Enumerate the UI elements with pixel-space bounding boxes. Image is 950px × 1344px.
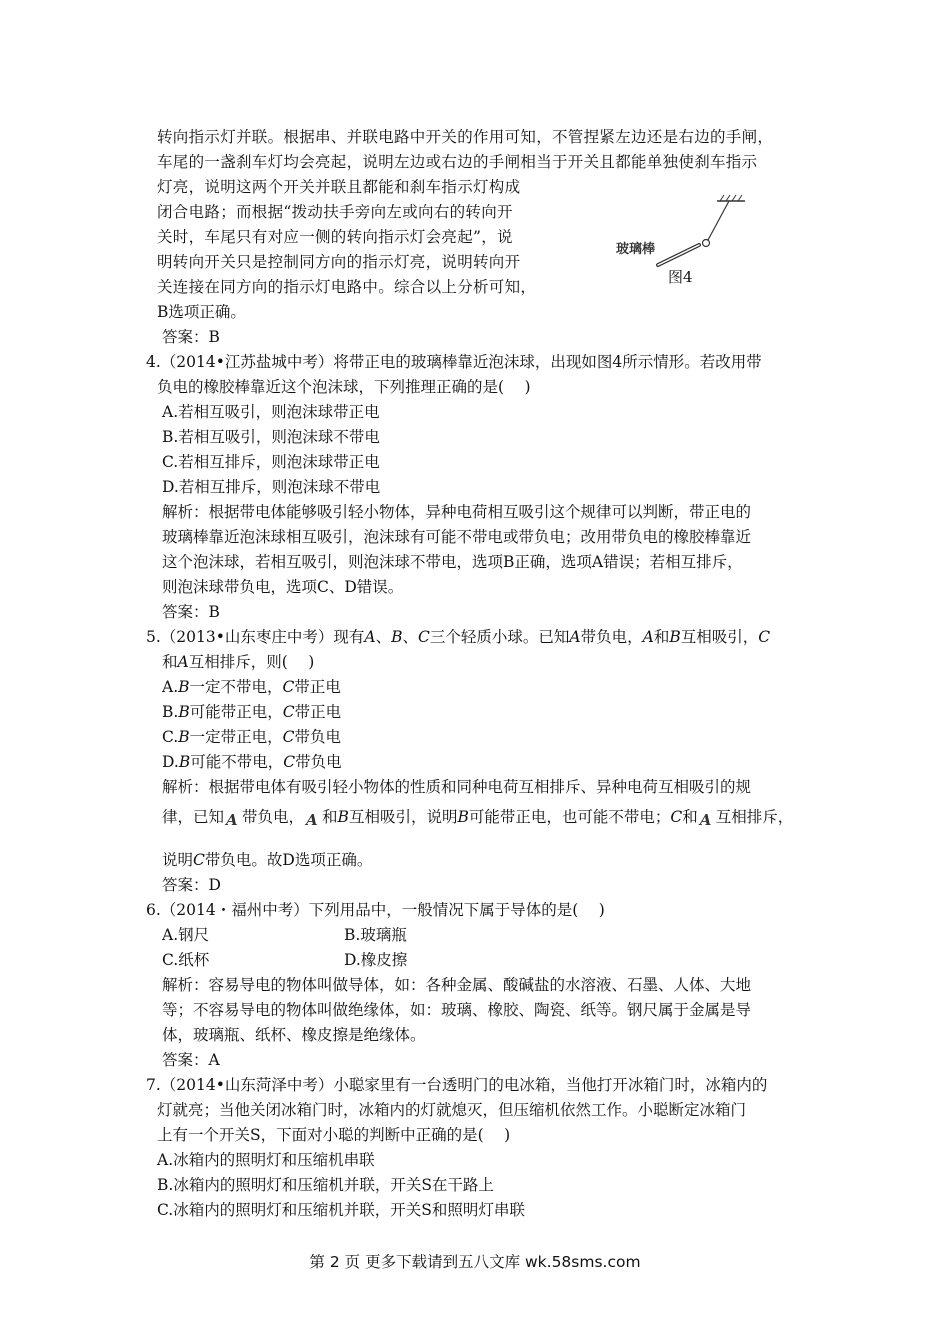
- analysis-line: 解析：根据带电体能够吸引轻小物体，异种电荷相互吸引这个规律可以判断，带正电的: [162, 503, 752, 521]
- option-b: B.冰箱内的照明灯和压缩机并联，开关S在干路上: [157, 1176, 494, 1194]
- question-7-stem: 7.（2014•山东菏泽中考）小聪家里有一台透明门的电冰箱，当他打开冰箱门时，冰箱内的: [146, 1076, 768, 1094]
- question-4-stem: 4.（2014•江苏盐城中考）将带正电的玻璃棒靠近泡沫球，出现如图4所示情形。若改用带: [146, 353, 762, 371]
- answer-line: 答案：B: [162, 328, 220, 346]
- option-d: D.B可能不带电，C带负电: [162, 753, 342, 771]
- text-line: 车尾的一盏刹车灯均会亮起，说明左边或右边的手闸相当于开关且都能单独使刹车指示: [157, 153, 758, 171]
- page-footer: 第 2 页 更多下载请到五八文库 wk.58sms.com: [309, 1253, 641, 1271]
- text-line: 灯亮，说明这两个开关并联且都能和刹车指示灯构成: [157, 178, 521, 196]
- answer-line: 答案：D: [162, 876, 221, 894]
- option-b: B.若相互吸引，则泡沫球不带电: [162, 428, 380, 446]
- figure-label: 玻璃棒: [616, 242, 656, 257]
- question-7-stem: 上有一个开关S，下面对小聪的判断中正确的是( ): [157, 1126, 511, 1144]
- analysis-line: 玻璃棒靠近泡沫球相互吸引，泡沫球有可能不带电或带负电；改用带负电的橡胶棒靠近: [162, 528, 752, 546]
- variable-a-glyph: A: [699, 811, 712, 829]
- text-line: 闭合电路；而根据“拨动扶手旁向左或向右的转向开: [157, 203, 513, 221]
- glass-rod-highlight: [658, 245, 699, 265]
- text-line: 关连接在同方向的指示灯电路中。综合以上分析可知，: [157, 278, 537, 296]
- analysis-line: 解析：容易导电的物体叫做导体，如：各种金属、酸碱盐的水溶液、石墨、人体、大地: [162, 976, 752, 994]
- question-5-stem: 和A互相排斥，则( ): [162, 653, 315, 671]
- analysis-line: 解析：根据带电体有吸引轻小物体的性质和同种电荷互相排斥、异种电荷互相吸引的规: [162, 778, 752, 796]
- analysis-line: 等；不容易导电的物体叫做绝缘体，如：玻璃、橡胶、陶瓷、纸等。钢尺属于金属是导: [162, 1001, 752, 1019]
- figure-caption: 图4: [668, 268, 693, 286]
- question-4-stem: 负电的橡胶棒靠近这个泡沫球，下列推理正确的是( ): [157, 378, 531, 396]
- analysis-line: 则泡沫球带负电，选项C、D错误。: [162, 578, 404, 596]
- answer-line: 答案：B: [162, 603, 220, 621]
- option-d: D.若相互排斥，则泡沫球不带电: [162, 478, 381, 496]
- option-a: A.冰箱内的照明灯和压缩机串联: [157, 1151, 375, 1169]
- option-c: C.冰箱内的照明灯和压缩机并联，开关S和照明灯串联: [157, 1201, 525, 1219]
- analysis-line: 这个泡沫球，若相互吸引，则泡沫球不带电，选项B正确，选项A错误；若相互排斥，: [162, 553, 743, 571]
- figure-4: [610, 190, 790, 290]
- option-a: A.钢尺: [162, 926, 210, 944]
- option-a: A.若相互吸引，则泡沫球带正电: [162, 403, 380, 421]
- variable-a-glyph: A: [306, 811, 318, 829]
- text-line: B选项正确。: [157, 303, 246, 321]
- analysis-line: 律，已知 A 带负电， A 和B互相吸引，说明B可能带正电，也可能不带电；C和 A 互相排斥，: [162, 802, 793, 827]
- string-line: [708, 201, 729, 240]
- option-d: D.橡皮擦: [344, 951, 408, 969]
- hatch-line: [738, 195, 742, 201]
- analysis-line: 体，玻璃瓶、纸杯、橡皮擦是绝缘体。: [162, 1026, 426, 1044]
- text-line: 明转向开关只是控制同方向的指示灯亮，说明转向开: [157, 253, 521, 271]
- option-b: B.玻璃瓶: [344, 926, 407, 944]
- question-5-stem: 5.（2013•山东枣庄中考）现有A、B、C三个轻质小球。已知A带负电，A和B互相吸引，C: [146, 628, 771, 646]
- variable-a-glyph: A: [226, 811, 238, 829]
- hatch-line: [732, 195, 736, 201]
- option-c: C.B一定带正电，C带负电: [162, 728, 342, 746]
- answer-line: 答案：A: [162, 1051, 220, 1069]
- foam-ball: [703, 240, 710, 247]
- question-6-stem: 6.（2014・福州中考）下列用品中，一般情况下属于导体的是( ): [146, 901, 605, 919]
- option-c: C.纸杯: [162, 951, 210, 969]
- text-line: 关时，车尾只有对应一侧的转向指示灯会亮起”，说: [157, 228, 513, 246]
- analysis-line: 说明C带负电。故D选项正确。: [162, 851, 373, 869]
- text-line: 转向指示灯并联。根据串、并联电路中开关的作用可知，不管捏紧左边还是右边的手闸，: [157, 128, 774, 146]
- option-c: C.若相互排斥，则泡沫球带正电: [162, 453, 380, 471]
- hatch-line: [726, 195, 730, 201]
- option-a: A.B一定不带电，C带正电: [162, 678, 341, 696]
- hatch-line: [720, 195, 724, 201]
- question-7-stem: 灯就亮；当他关闭冰箱门时，冰箱内的灯就熄灭，但压缩机依然工作。小聪断定冰箱门: [157, 1101, 747, 1119]
- option-b: B.B可能带正电，C带正电: [162, 703, 342, 721]
